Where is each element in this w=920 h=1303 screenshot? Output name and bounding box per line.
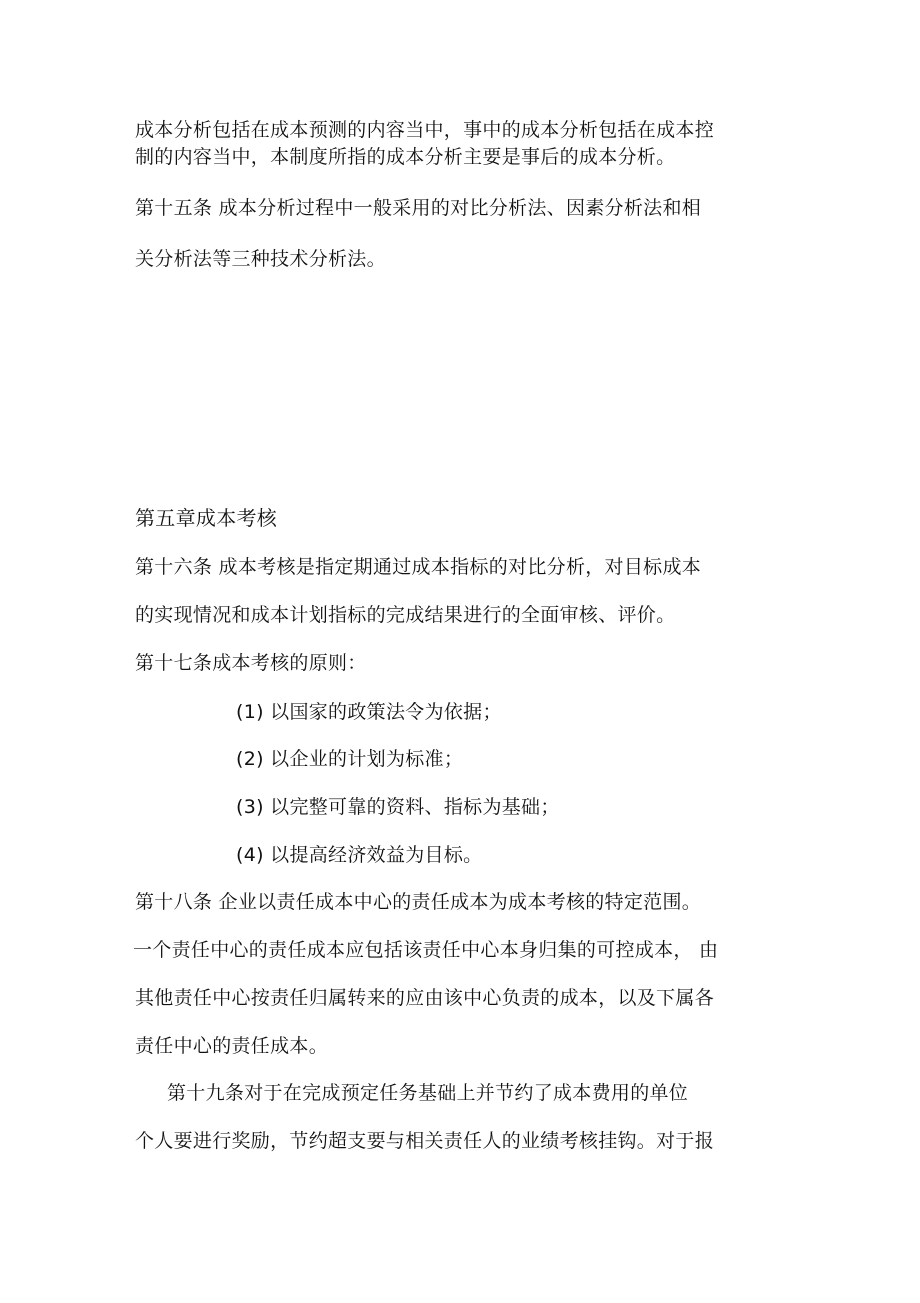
article-17-item-1: (1) 以国家的政策法令为依据； [236,701,502,723]
article-17-item-3: (3) 以完整可靠的资料、指标为基础； [236,796,560,818]
article-17-item-4: (4) 以提高经济效益为目标。 [236,844,483,866]
article-15-line-2: 关分析法等三种技术分析法。 [135,248,386,270]
chapter-5-title: 第五章成本考核 [135,506,278,530]
intro-paragraph-line-2: 制的内容当中，本制度所指的成本分析主要是事后的成本分析。 [135,146,676,168]
article-18-line-4: 责任中心的责任成本。 [135,1035,329,1057]
article-18-line-2: 一个责任中心的责任成本应包括该责任中心本身归集的可控成本， 由 [133,939,719,961]
article-17-title: 第十七条成本考核的原则： [135,652,367,674]
article-17-item-2: (2) 以企业的计划为标准； [236,748,464,770]
intro-paragraph-line-1: 成本分析包括在成本预测的内容当中，事中的成本分析包括在成本控 [135,119,715,141]
article-16-line-2: 的实现情况和成本计划指标的完成结果进行的全面审核、评价。 [135,604,676,626]
article-15-line-1: 第十五条 成本分析过程中一般采用的对比分析法、因素分析法和相 [135,197,702,219]
article-18-line-3: 其他责任中心按责任归属转来的应由该中心负责的成本，以及下属各 [135,987,715,1009]
article-18-line-1: 第十八条 企业以责任成本中心的责任成本为成本考核的特定范围。 [135,891,702,913]
article-19-line-2: 个人要进行奖励，节约超支要与相关责任人的业绩考核挂钩。对于报 [135,1130,715,1152]
article-19-line-1: 第十九条对于在完成预定任务基础上并节约了成本费用的单位 [167,1082,689,1104]
article-16-line-1: 第十六条 成本考核是指定期通过成本指标的对比分析，对目标成本 [135,556,702,578]
